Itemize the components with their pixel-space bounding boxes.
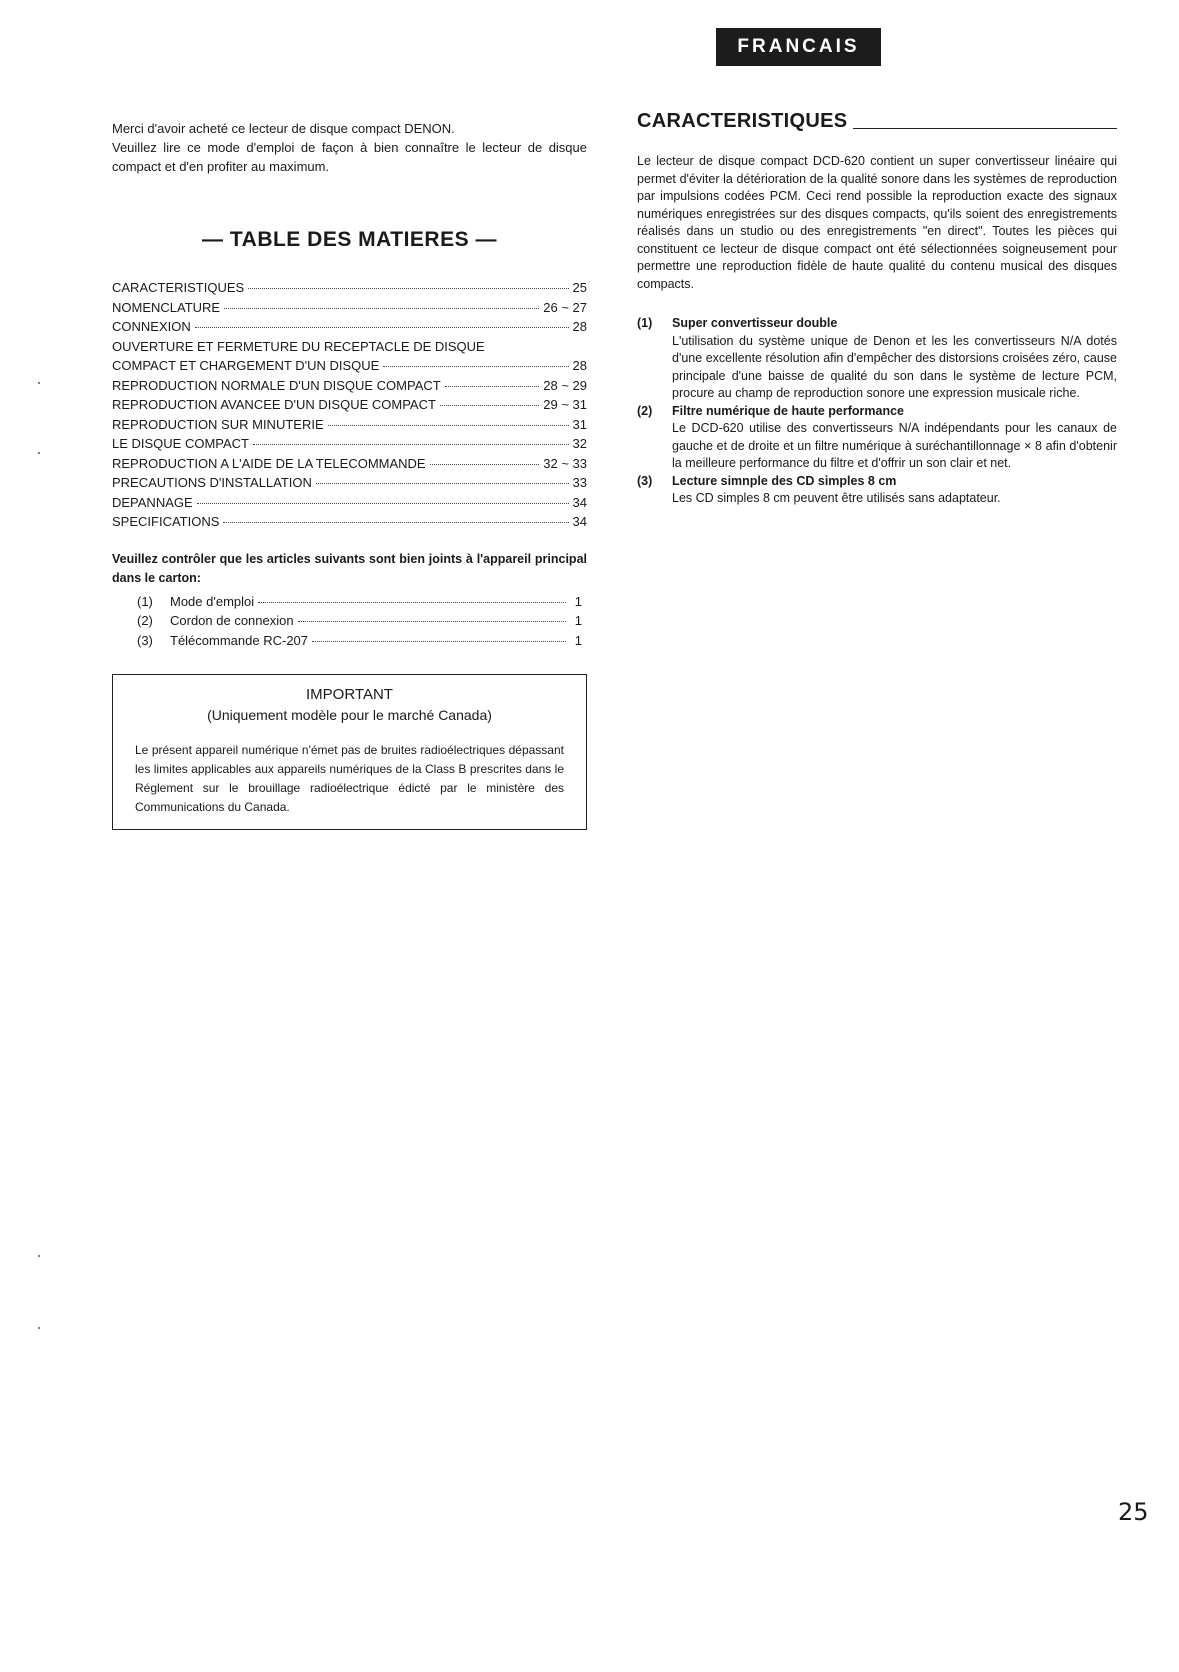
- toc-item[interactable]: COMPACT ET CHARGEMENT D'UN DISQUE 28: [112, 358, 587, 373]
- scan-speck: [38, 382, 40, 384]
- toc-item[interactable]: REPRODUCTION A L'AIDE DE LA TELECOMMANDE 32 ~ 33: [112, 455, 587, 471]
- feature-title: Super convertisseur double: [672, 316, 838, 330]
- left-column: [112, 119, 587, 830]
- features-intro: Le lecteur de disque compact DCD-620 contient un super convertisseur linéaire qui permet d'éviter la détérioration de la qualité sonore dans les systèmes de reproduction par impulsions codées PCM. Ceci rend possible la reproduction exacte des signaux numériques enregistrées sur des disques compacts, qu'ils soient des enregistrements réalisés dans un studio ou des enregistrements "en direct". Toutes les pièces qui constituent ce lecteur de disque compact ont été sélectionnées soigneusement pour permettre une reproduction fidèle de haute qualité du contenu musical des disques compacts.: [637, 154, 1117, 291]
- toc-item[interactable]: NOMENCLATURE 26 ~ 27: [112, 299, 587, 315]
- important-notice-box: [112, 674, 587, 830]
- accessories-list: [112, 592, 582, 651]
- feature-item: (2) Filtre numérique de haute performance Le DCD-620 utilise des convertisseurs N/A indépendants pour les canaux de gauche et de droite et un filtre numérique à suréchantillonnage × 8 afin d'obtenir la meilleure performance du filtre et d'offrir un son clair et net.: [637, 403, 1117, 473]
- intro-line-2: Veuillez lire ce mode d'emploi de façon à bien connaître le lecteur de disque compact et d'en profiter au maximum.: [112, 140, 587, 174]
- feature-title: Lecture simnple des CD simples 8 cm: [672, 473, 897, 488]
- important-subtitle: (Uniquement modèle pour le marché Canada): [207, 707, 492, 723]
- feature-text: L'utilisation du système unique de Denon et les les convertisseurs N/A dotés d'une excellente résolution afin d'empêcher des distorsions croisées zéro, cause principale d'une baisse de qualité du son dans le système de lecture PCM, procure au champ de reproduction sonore une expression musicale riche.: [672, 333, 1117, 400]
- scan-speck: [38, 1327, 40, 1329]
- important-body: Le présent appareil numérique n'émet pas de bruites radioélectriques dépassant les limites applicables aux appareils numériques de la Class B prescrites dans le Réglement sur le brouillage radioélectrique édicté par le ministère des Communications du Canada.: [135, 743, 564, 814]
- intro-line-1: Merci d'avoir acheté ce lecteur de disque compact DENON.: [112, 121, 455, 136]
- feature-text: Le DCD-620 utilise des convertisseurs N/A indépendants pour les canaux de gauche et de droite et un filtre numérique à suréchantillonnage × 8 afin d'obtenir la meilleure performance du filtre et d'offrir un son clair et net.: [672, 421, 1117, 470]
- toc-item[interactable]: CONNEXION 28: [112, 319, 587, 334]
- toc-item[interactable]: CARACTERISTIQUES 25: [112, 280, 587, 295]
- intro: [112, 119, 587, 176]
- list-item: (2) Cordon de connexion 1: [137, 613, 582, 628]
- section-heading: [637, 110, 1117, 133]
- feature-item: (1) Super convertisseur double L'utilisation du système unique de Denon et les les convertisseurs N/A dotés d'une excellente résolution afin d'empêcher des distorsions croisées zéro, cause principale d'une baisse de qualité du son dans le système de lecture PCM, procure au champ de reproduction sonore une expression musicale riche.: [637, 315, 1117, 403]
- toc-item[interactable]: DEPANNAGE 34: [112, 494, 587, 510]
- toc-item[interactable]: OUVERTURE ET FERMETURE DU RECEPTACLE DE DISQUE: [112, 338, 485, 354]
- feature-title: Filtre numérique de haute performance: [672, 403, 904, 418]
- list-item: (3) Télécommande RC-207 1: [137, 632, 582, 648]
- important-title: IMPORTANT: [306, 686, 393, 703]
- accessories-note: Veuillez contrôler que les articles suivants sont bien joints à l'appareil principal dans le carton:: [112, 551, 587, 585]
- table-of-contents: [112, 278, 587, 532]
- scan-speck: [38, 452, 40, 454]
- features-list: [637, 315, 1117, 508]
- right-column: [637, 110, 1117, 508]
- language-tab: FRANCAIS: [716, 28, 881, 66]
- features-heading: CARACTERISTIQUES: [637, 110, 848, 132]
- feature-item: (3) Lecture simnple des CD simples 8 cm Les CD simples 8 cm peuvent être utilisés sans adaptateur.: [637, 473, 1117, 508]
- toc-item[interactable]: PRECAUTIONS D'INSTALLATION 33: [112, 475, 587, 490]
- page-number: 25: [1118, 1498, 1149, 1526]
- list-item: (1) Mode d'emploi 1: [137, 593, 582, 609]
- toc-item[interactable]: REPRODUCTION NORMALE D'UN DISQUE COMPACT 28 ~ 29: [112, 377, 587, 393]
- toc-item[interactable]: LE DISQUE COMPACT 32: [112, 436, 587, 451]
- toc-item[interactable]: REPRODUCTION SUR MINUTERIE 31: [112, 416, 587, 432]
- toc-item[interactable]: SPECIFICATIONS 34: [112, 514, 587, 529]
- feature-text: Les CD simples 8 cm peuvent être utilisés sans adaptateur.: [672, 491, 1001, 505]
- toc-item[interactable]: REPRODUCTION AVANCEE D'UN DISQUE COMPACT 29 ~ 31: [112, 397, 587, 412]
- scan-speck: [38, 1255, 40, 1257]
- toc-title: — TABLE DES MATIERES —: [202, 228, 497, 251]
- heading-rule: [853, 128, 1117, 129]
